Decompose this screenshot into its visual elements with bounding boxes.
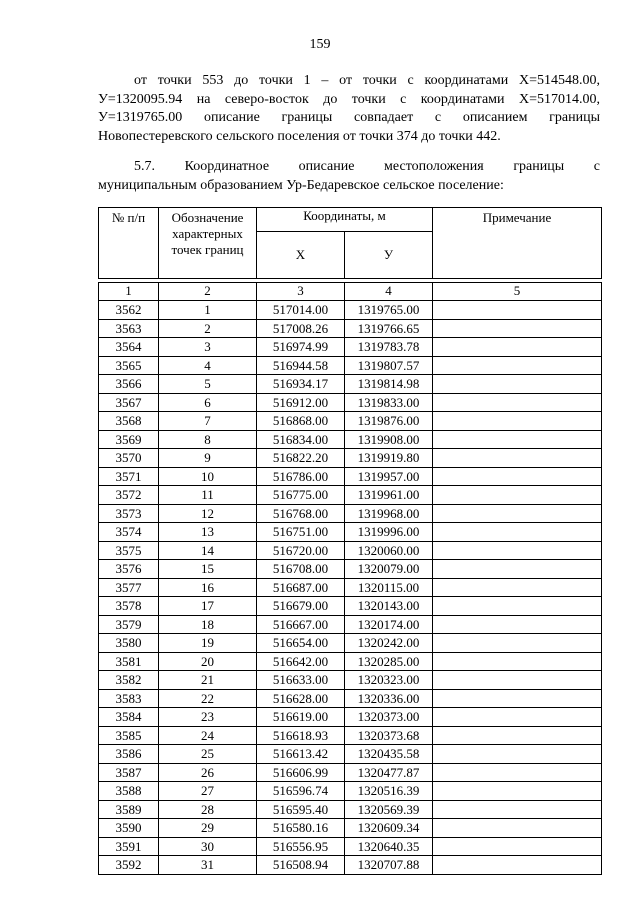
x-coordinate-cell: 516619.00 <box>257 708 345 727</box>
table-row <box>99 708 602 727</box>
boundary-point-cell: 24 <box>159 726 257 745</box>
table-row <box>99 486 602 505</box>
note-cell <box>433 726 602 745</box>
header-designation: Обозначение характерных точек границ <box>159 208 257 279</box>
note-cell <box>433 393 602 412</box>
table-row <box>99 597 602 616</box>
point-number-cell: 3574 <box>99 523 159 542</box>
note-cell <box>433 541 602 560</box>
boundary-point-cell: 31 <box>159 856 257 875</box>
boundary-point-cell: 10 <box>159 467 257 486</box>
y-coordinate-cell: 1320477.87 <box>345 763 433 782</box>
boundary-point-cell: 5 <box>159 375 257 394</box>
note-cell <box>433 819 602 838</box>
note-cell <box>433 745 602 764</box>
header-y: У <box>345 232 433 279</box>
point-number-cell: 3563 <box>99 319 159 338</box>
point-number-cell: 3562 <box>99 301 159 320</box>
x-coordinate-cell: 516708.00 <box>257 560 345 579</box>
y-coordinate-cell: 1319807.57 <box>345 356 433 375</box>
table-row <box>99 634 602 653</box>
point-number-cell: 3573 <box>99 504 159 523</box>
x-coordinate-cell: 516822.20 <box>257 449 345 468</box>
boundary-point-cell: 6 <box>159 393 257 412</box>
point-number-cell: 3569 <box>99 430 159 449</box>
x-coordinate-cell: 517008.26 <box>257 319 345 338</box>
note-cell <box>433 301 602 320</box>
table-row <box>99 763 602 782</box>
note-cell <box>433 486 602 505</box>
header-num: № п/п <box>99 208 159 279</box>
point-number-cell: 3567 <box>99 393 159 412</box>
x-coordinate-cell: 516912.00 <box>257 393 345 412</box>
point-number-cell: 3564 <box>99 338 159 357</box>
point-number-cell: 3571 <box>99 467 159 486</box>
x-coordinate-cell: 516633.00 <box>257 671 345 690</box>
boundary-point-cell: 26 <box>159 763 257 782</box>
y-coordinate-cell: 1320516.39 <box>345 782 433 801</box>
boundary-point-cell: 1 <box>159 301 257 320</box>
table-row <box>99 523 602 542</box>
note-cell <box>433 652 602 671</box>
boundary-point-cell: 17 <box>159 597 257 616</box>
point-number-cell: 3592 <box>99 856 159 875</box>
y-coordinate-cell: 1320060.00 <box>345 541 433 560</box>
column-number: 3 <box>257 283 345 301</box>
x-coordinate-cell: 516556.95 <box>257 837 345 856</box>
point-number-cell: 3578 <box>99 597 159 616</box>
y-coordinate-cell: 1320707.88 <box>345 856 433 875</box>
boundary-point-cell: 30 <box>159 837 257 856</box>
point-number-cell: 3587 <box>99 763 159 782</box>
x-coordinate-cell: 516596.74 <box>257 782 345 801</box>
table-row <box>99 356 602 375</box>
y-coordinate-cell: 1320640.35 <box>345 837 433 856</box>
point-number-cell: 3588 <box>99 782 159 801</box>
x-coordinate-cell: 516613.42 <box>257 745 345 764</box>
point-number-cell: 3565 <box>99 356 159 375</box>
table-row <box>99 504 602 523</box>
boundary-point-cell: 21 <box>159 671 257 690</box>
note-cell <box>433 800 602 819</box>
x-coordinate-cell: 516606.99 <box>257 763 345 782</box>
x-coordinate-cell: 516775.00 <box>257 486 345 505</box>
boundary-point-cell: 29 <box>159 819 257 838</box>
note-cell <box>433 615 602 634</box>
x-coordinate-cell: 516751.00 <box>257 523 345 542</box>
note-cell <box>433 560 602 579</box>
boundary-point-cell: 22 <box>159 689 257 708</box>
table-row <box>99 560 602 579</box>
y-coordinate-cell: 1319814.98 <box>345 375 433 394</box>
x-coordinate-cell: 516618.93 <box>257 726 345 745</box>
note-cell <box>433 597 602 616</box>
y-coordinate-cell: 1319968.00 <box>345 504 433 523</box>
boundary-point-cell: 3 <box>159 338 257 357</box>
note-cell <box>433 671 602 690</box>
note-cell <box>433 375 602 394</box>
boundary-point-cell: 14 <box>159 541 257 560</box>
x-coordinate-cell: 516628.00 <box>257 689 345 708</box>
table-row <box>99 782 602 801</box>
table-row <box>99 745 602 764</box>
point-number-cell: 3591 <box>99 837 159 856</box>
boundary-point-cell: 25 <box>159 745 257 764</box>
page-number: 159 <box>309 37 331 52</box>
boundary-description-paragraph: от точки 553 до точки 1 – от точки с координатами Х=514548.00, У=1320095.94 на северо-восток до точки с координатами Х=517014.00, У=1319765.00 описание границы совпадает с описанием границы Новопестеревского сельского поселения от точки 374 до точки 442. <box>98 73 600 144</box>
y-coordinate-cell: 1319996.00 <box>345 523 433 542</box>
point-number-cell: 3576 <box>99 560 159 579</box>
x-coordinate-cell: 516786.00 <box>257 467 345 486</box>
note-cell <box>433 412 602 431</box>
y-coordinate-cell: 1319876.00 <box>345 412 433 431</box>
point-number-cell: 3586 <box>99 745 159 764</box>
column-number: 1 <box>99 283 159 301</box>
y-coordinate-cell: 1320174.00 <box>345 615 433 634</box>
note-cell <box>433 430 602 449</box>
y-coordinate-cell: 1320285.00 <box>345 652 433 671</box>
y-coordinate-cell: 1319919.80 <box>345 449 433 468</box>
y-coordinate-cell: 1319783.78 <box>345 338 433 357</box>
point-number-cell: 3585 <box>99 726 159 745</box>
point-number-cell: 3572 <box>99 486 159 505</box>
table-row <box>99 338 602 357</box>
x-coordinate-cell: 516667.00 <box>257 615 345 634</box>
boundary-point-cell: 12 <box>159 504 257 523</box>
boundary-point-cell: 11 <box>159 486 257 505</box>
column-number: 4 <box>345 283 433 301</box>
note-cell <box>433 763 602 782</box>
table-row <box>99 541 602 560</box>
boundary-point-cell: 18 <box>159 615 257 634</box>
point-number-cell: 3575 <box>99 541 159 560</box>
y-coordinate-cell: 1320373.00 <box>345 708 433 727</box>
y-coordinate-cell: 1320079.00 <box>345 560 433 579</box>
table-row <box>99 800 602 819</box>
boundary-point-cell: 13 <box>159 523 257 542</box>
coordinates-table-body <box>99 301 602 875</box>
boundary-point-cell: 2 <box>159 319 257 338</box>
point-number-cell: 3581 <box>99 652 159 671</box>
note-cell <box>433 689 602 708</box>
table-row <box>99 615 602 634</box>
y-coordinate-cell: 1320323.00 <box>345 671 433 690</box>
table-row <box>99 837 602 856</box>
x-coordinate-cell: 516974.99 <box>257 338 345 357</box>
note-cell <box>433 319 602 338</box>
header-note: Примечание <box>433 208 602 279</box>
y-coordinate-cell: 1320143.00 <box>345 597 433 616</box>
note-cell <box>433 782 602 801</box>
section-heading-line-2: муниципальным образованием Ур-Бедаревское сельское поселение: <box>98 177 504 193</box>
point-number-cell: 3582 <box>99 671 159 690</box>
y-coordinate-cell: 1319765.00 <box>345 301 433 320</box>
x-coordinate-cell: 516720.00 <box>257 541 345 560</box>
boundary-point-cell: 16 <box>159 578 257 597</box>
y-coordinate-cell: 1320242.00 <box>345 634 433 653</box>
x-coordinate-cell: 516679.00 <box>257 597 345 616</box>
table-row <box>99 393 602 412</box>
table-row <box>99 319 602 338</box>
table-row <box>99 467 602 486</box>
header-x: Х <box>257 232 345 279</box>
point-number-cell: 3579 <box>99 615 159 634</box>
section-heading-paragraph <box>98 158 600 195</box>
y-coordinate-cell: 1319957.00 <box>345 467 433 486</box>
x-coordinate-cell: 516768.00 <box>257 504 345 523</box>
boundary-point-cell: 15 <box>159 560 257 579</box>
y-coordinate-cell: 1320609.34 <box>345 819 433 838</box>
x-coordinate-cell: 516595.40 <box>257 800 345 819</box>
boundary-point-cell: 27 <box>159 782 257 801</box>
y-coordinate-cell: 1319961.00 <box>345 486 433 505</box>
table-row <box>99 449 602 468</box>
header-coordinates: Координаты, м <box>257 208 433 232</box>
boundary-point-cell: 9 <box>159 449 257 468</box>
boundary-point-cell: 20 <box>159 652 257 671</box>
y-coordinate-cell: 1320373.68 <box>345 726 433 745</box>
x-coordinate-cell: 516834.00 <box>257 430 345 449</box>
boundary-point-cell: 7 <box>159 412 257 431</box>
y-coordinate-cell: 1319833.00 <box>345 393 433 412</box>
y-coordinate-cell: 1319908.00 <box>345 430 433 449</box>
note-cell <box>433 504 602 523</box>
point-number-cell: 3566 <box>99 375 159 394</box>
boundary-point-cell: 28 <box>159 800 257 819</box>
point-number-cell: 3577 <box>99 578 159 597</box>
note-cell <box>433 356 602 375</box>
column-number: 5 <box>433 283 602 301</box>
coordinates-table <box>98 207 602 875</box>
table-row <box>99 671 602 690</box>
table-row <box>99 689 602 708</box>
boundary-point-cell: 23 <box>159 708 257 727</box>
y-coordinate-cell: 1320435.58 <box>345 745 433 764</box>
note-cell <box>433 338 602 357</box>
x-coordinate-cell: 516642.00 <box>257 652 345 671</box>
note-cell <box>433 449 602 468</box>
y-coordinate-cell: 1319766.65 <box>345 319 433 338</box>
note-cell <box>433 634 602 653</box>
point-number-cell: 3589 <box>99 800 159 819</box>
point-number-cell: 3583 <box>99 689 159 708</box>
note-cell <box>433 523 602 542</box>
note-cell <box>433 837 602 856</box>
y-coordinate-cell: 1320115.00 <box>345 578 433 597</box>
point-number-cell: 3570 <box>99 449 159 468</box>
table-row <box>99 301 602 320</box>
note-cell <box>433 856 602 875</box>
column-number: 2 <box>159 283 257 301</box>
note-cell <box>433 467 602 486</box>
x-coordinate-cell: 516580.16 <box>257 819 345 838</box>
boundary-point-cell: 8 <box>159 430 257 449</box>
section-heading-line-1: 5.7. Координатное описание местоположения границы с <box>134 159 600 174</box>
x-coordinate-cell: 517014.00 <box>257 301 345 320</box>
x-coordinate-cell: 516654.00 <box>257 634 345 653</box>
table-row <box>99 819 602 838</box>
table-row <box>99 578 602 597</box>
y-coordinate-cell: 1320569.39 <box>345 800 433 819</box>
point-number-cell: 3580 <box>99 634 159 653</box>
y-coordinate-cell: 1320336.00 <box>345 689 433 708</box>
table-row <box>99 412 602 431</box>
point-number-cell: 3584 <box>99 708 159 727</box>
boundary-point-cell: 19 <box>159 634 257 653</box>
x-coordinate-cell: 516934.17 <box>257 375 345 394</box>
x-coordinate-cell: 516687.00 <box>257 578 345 597</box>
x-coordinate-cell: 516508.94 <box>257 856 345 875</box>
x-coordinate-cell: 516944.58 <box>257 356 345 375</box>
table-row <box>99 430 602 449</box>
note-cell <box>433 708 602 727</box>
table-row <box>99 652 602 671</box>
x-coordinate-cell: 516868.00 <box>257 412 345 431</box>
table-row <box>99 375 602 394</box>
point-number-cell: 3590 <box>99 819 159 838</box>
point-number-cell: 3568 <box>99 412 159 431</box>
boundary-point-cell: 4 <box>159 356 257 375</box>
table-row <box>99 726 602 745</box>
table-row <box>99 856 602 875</box>
note-cell <box>433 578 602 597</box>
